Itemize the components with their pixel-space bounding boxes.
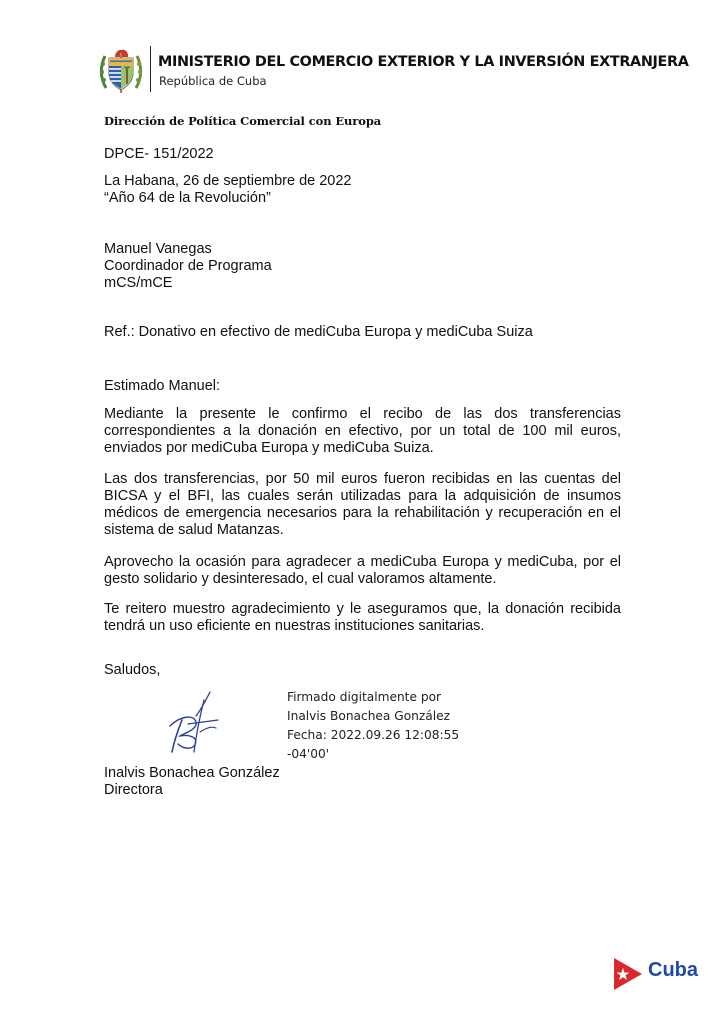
- recipient-position: Coordinador de Programa: [104, 258, 272, 274]
- coat-of-arms-icon: [99, 44, 143, 96]
- salutation: Estimado Manuel:: [104, 378, 221, 394]
- department-name: Dirección de Política Comercial con Europa: [104, 114, 382, 128]
- subject-line: Ref.: Donativo en efectivo de mediCuba Europa y mediCuba Suiza: [104, 324, 533, 340]
- reference-code: DPCE- 151/2022: [104, 146, 214, 162]
- body-paragraph: Te reitero muestro agradecimiento y le aseguramos que, la donación recibida tendrá un uso eficiente en nuestras instituciones sanitarias.: [104, 601, 621, 634]
- recipient-name: Manuel Vanegas: [104, 241, 212, 257]
- place-date: La Habana, 26 de septiembre de 2022: [104, 173, 352, 189]
- closing: Saludos,: [104, 662, 161, 678]
- body-paragraph: Aprovecho la ocasión para agradecer a mediCuba Europa y mediCuba, por el gesto solidario y desinteresado, el cual valoramos altamente.: [104, 554, 621, 587]
- ministry-name: MINISTERIO DEL COMERCIO EXTERIOR Y LA INVERSIÓN EXTRANJERA: [158, 54, 689, 70]
- year-motto: “Año 64 de la Revolución”: [104, 190, 271, 206]
- digital-signature-line: Firmado digitalmente por: [287, 690, 442, 704]
- signatory-title: Directora: [104, 782, 163, 798]
- republic-name: República de Cuba: [159, 74, 267, 88]
- handwritten-signature: [160, 686, 236, 758]
- digital-signature-info: [287, 688, 459, 764]
- body-paragraph: Las dos transferencias, por 50 mil euros fueron recibidas en las cuentas del BICSA y el BFI, las cuales serán utilizadas para la adquisición de insumos médicos de emergencia necesarios para la rehabilitación y recuperación en el sistema de salud Matanzas.: [104, 471, 621, 538]
- cuba-brand-word: Cuba: [648, 959, 698, 981]
- body-paragraph: Mediante la presente le confirmo el recibo de las dos transferencias correspondientes a la donación en efectivo, por un total de 100 mil euros, enviados por mediCuba Europa y mediCuba Suiza.: [104, 406, 621, 456]
- header-divider: [150, 46, 151, 92]
- digital-signature-line: Fecha: 2022.09.26 12:08:55: [287, 728, 460, 742]
- signatory-name: Inalvis Bonachea González: [104, 765, 280, 781]
- digital-signature-line: -04'00': [287, 747, 330, 761]
- digital-signature-line: Inalvis Bonachea González: [287, 709, 451, 723]
- recipient-organization: mCS/mCE: [104, 275, 173, 291]
